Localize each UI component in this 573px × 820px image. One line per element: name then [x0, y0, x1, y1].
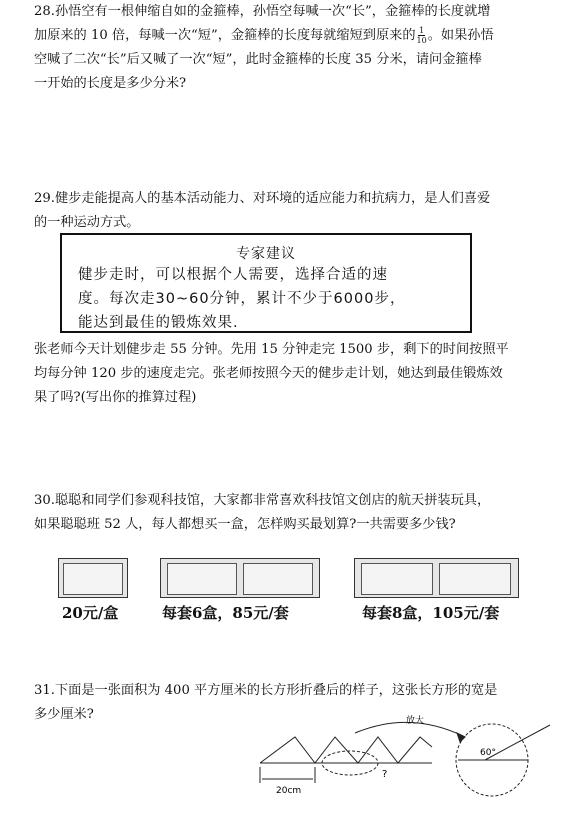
toy-box-image [439, 563, 511, 595]
q28-line2 [34, 24, 546, 48]
q31-line1: 31.下面是一张面积为 400 平方厘米的长方形折叠后的样子，这张长方形的宽是 [34, 683, 498, 698]
price-set-6: 每套6盒，85元/套 [162, 604, 289, 622]
q29-problem-line1: 张老师今天计划健步走 55 分钟。先用 15 分钟走完 1500 步，剩下的时间按照平 [34, 342, 509, 357]
q28-line1: 28.孙悟空有一根伸缩自如的金箍棒，孙悟空每喊一次“长”，金箍棒的长度就增 [34, 4, 491, 19]
label-question: ? [382, 769, 388, 780]
fraction-one-tenth [417, 26, 427, 45]
question-29 [34, 187, 546, 235]
q28-line2-tail: 。如果孙悟 [427, 28, 494, 43]
expert-advice-box [60, 233, 472, 333]
toy-box-image [63, 563, 123, 595]
q28-line4: 一开始的长度是多少分米? [34, 76, 187, 91]
price-single-box: 20元/盒 [62, 604, 119, 622]
q29-problem-line2: 均每分钟 120 步的速度走完。张老师按照今天的健步走计划，她达到最佳锻炼效 [34, 366, 503, 381]
expert-advice-line2: 度。每次走30~60分钟，累计不少于6000步， [78, 291, 406, 307]
q29-line2: 的一种运动方式。 [34, 215, 140, 230]
label-zoom: 放大 [406, 716, 425, 726]
expert-advice-line1: 健步走时，可以根据个人需要，选择合适的速 [78, 267, 388, 283]
q28-line3: 空喊了二次“长”后又喊了一次“短”，此时金箍棒的长度 35 分米，请问金箍棒 [34, 52, 482, 67]
question-28 [34, 0, 546, 96]
fraction-numerator: 1 [419, 26, 425, 35]
toy-box-image [167, 563, 237, 595]
q31-line2: 多少厘米? [34, 707, 94, 722]
expert-advice-line3: 能达到最佳的锻炼效果. [78, 315, 239, 331]
label-20cm: 20cm [276, 786, 302, 796]
q29-problem-line3: 果了吗?(写出你的推算过程) [34, 390, 197, 405]
expert-advice-title: 专家建议 [236, 246, 296, 262]
q28-line2-text: 加原来的 10 倍，每喊一次“短”，金箍棒的长度每就缩短到原来的 [34, 28, 416, 43]
toy-box-single [58, 558, 128, 598]
toy-box-image [243, 563, 313, 595]
toy-box-set-6 [160, 558, 320, 598]
label-angle: 60° [480, 748, 496, 758]
q30-line2: 如果聪聪班 52 人，每人都想买一盒，怎样购买最划算?一共需要多少钱? [34, 517, 456, 532]
folded-rectangle-diagram [240, 715, 560, 815]
fraction-denominator: 10 [416, 36, 427, 45]
q29-line1: 29.健步走能提高人的基本活动能力、对环境的适应能力和抗病力，是人们喜爱 [34, 191, 491, 206]
q29-problem [34, 338, 546, 410]
price-set-8: 每套8盒，105元/套 [362, 604, 500, 622]
toy-box-image [361, 563, 433, 595]
toy-box-set-8 [354, 558, 519, 598]
question-30 [34, 489, 546, 537]
q30-line1: 30.聪聪和同学们参观科技馆，大家都非常喜欢科技馆文创店的航天拼装玩具， [34, 493, 491, 508]
fold-zigzag [260, 737, 432, 763]
